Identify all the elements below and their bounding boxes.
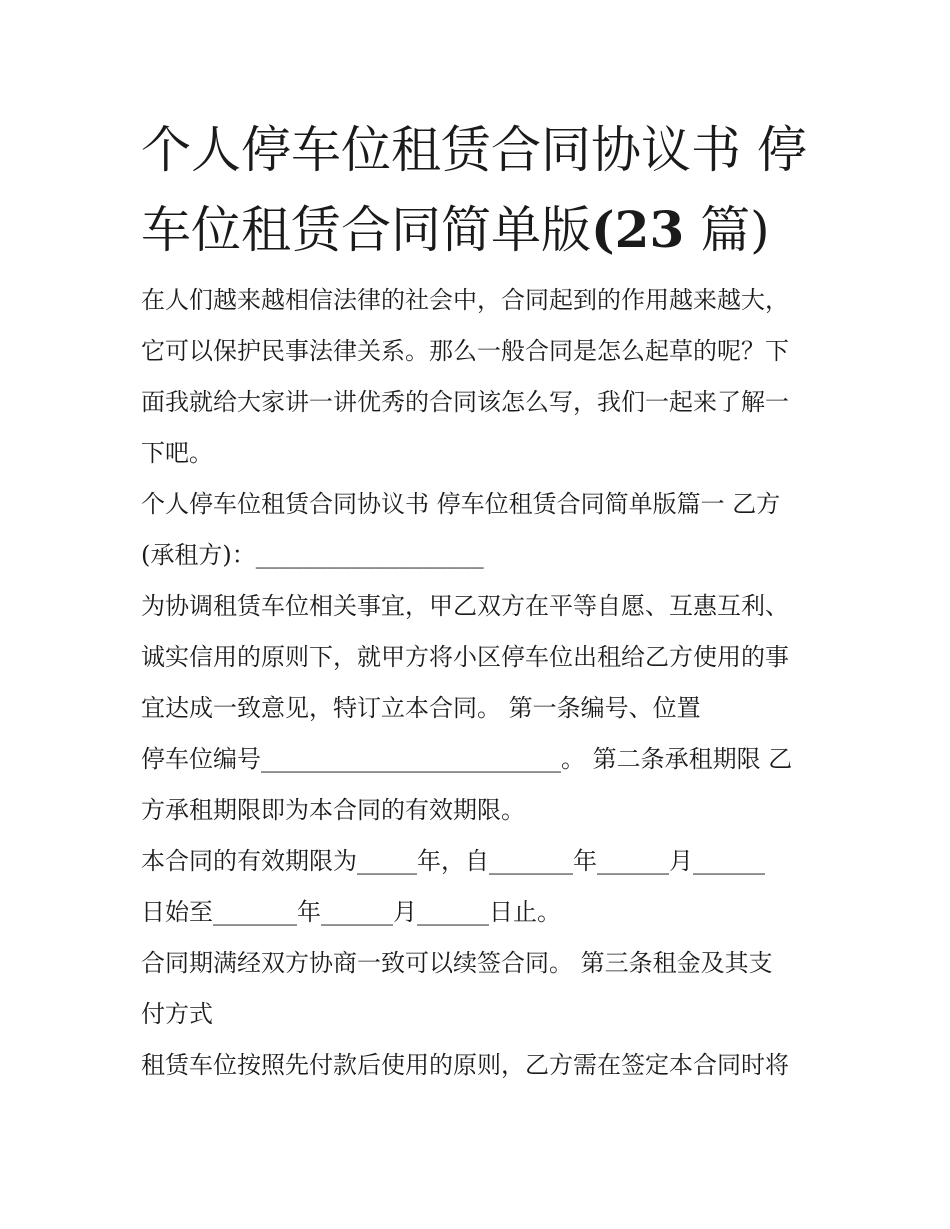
document-body xyxy=(141,278,831,1094)
body-line: 它可以保护民事法律关系。那么一般合同是怎么起草的呢？下 xyxy=(141,337,789,365)
body-line: 宜达成一致意见，特订立本合同。 第一条编号、位置 xyxy=(141,694,701,722)
body-line: 面我就给大家讲一讲优秀的合同该怎么写，我们一起来了解一 xyxy=(141,388,789,416)
body-line: 个人停车位租赁合同协议书 停车位租赁合同简单版篇一 乙方 xyxy=(141,490,781,518)
body-line: 下吧。 xyxy=(141,439,213,467)
title-suffix: 篇) xyxy=(684,201,770,259)
body-line: 停车位编号_________________________。 第二条承租期限 乙 xyxy=(141,745,793,773)
body-line: 在人们越来越相信法律的社会中，合同起到的作用越来越大， xyxy=(141,286,789,314)
body-line: 为协调租赁车位相关事宜，甲乙双方在平等自愿、互惠互利、 xyxy=(141,592,789,620)
title-line-1: 个人停车位租赁合同协议书 停 xyxy=(141,121,807,179)
body-line: 方承租期限即为本合同的有效期限。 xyxy=(141,796,525,824)
body-line: (承租方)：___________________ xyxy=(141,541,484,569)
title-count: (23 xyxy=(591,200,685,259)
body-line: 合同期满经双方协商一致可以续签合同。 第三条租金及其支 xyxy=(141,949,773,977)
body-line: 付方式 xyxy=(141,1000,213,1028)
body-line: 诚实信用的原则下，就甲方将小区停车位出租给乙方使用的事 xyxy=(141,643,789,671)
title-line-2-text: 车位租赁合同简单版 xyxy=(141,201,591,259)
body-line: 租赁车位按照先付款后使用的原则，乙方需在签定本合同时将 xyxy=(141,1051,789,1079)
body-line: 日始至_______年______月______日止。 xyxy=(141,898,561,926)
body-line: 本合同的有效期限为_____年，自_______年______月______ xyxy=(141,847,765,875)
document-title xyxy=(141,110,831,270)
title-line-2 xyxy=(141,190,831,270)
